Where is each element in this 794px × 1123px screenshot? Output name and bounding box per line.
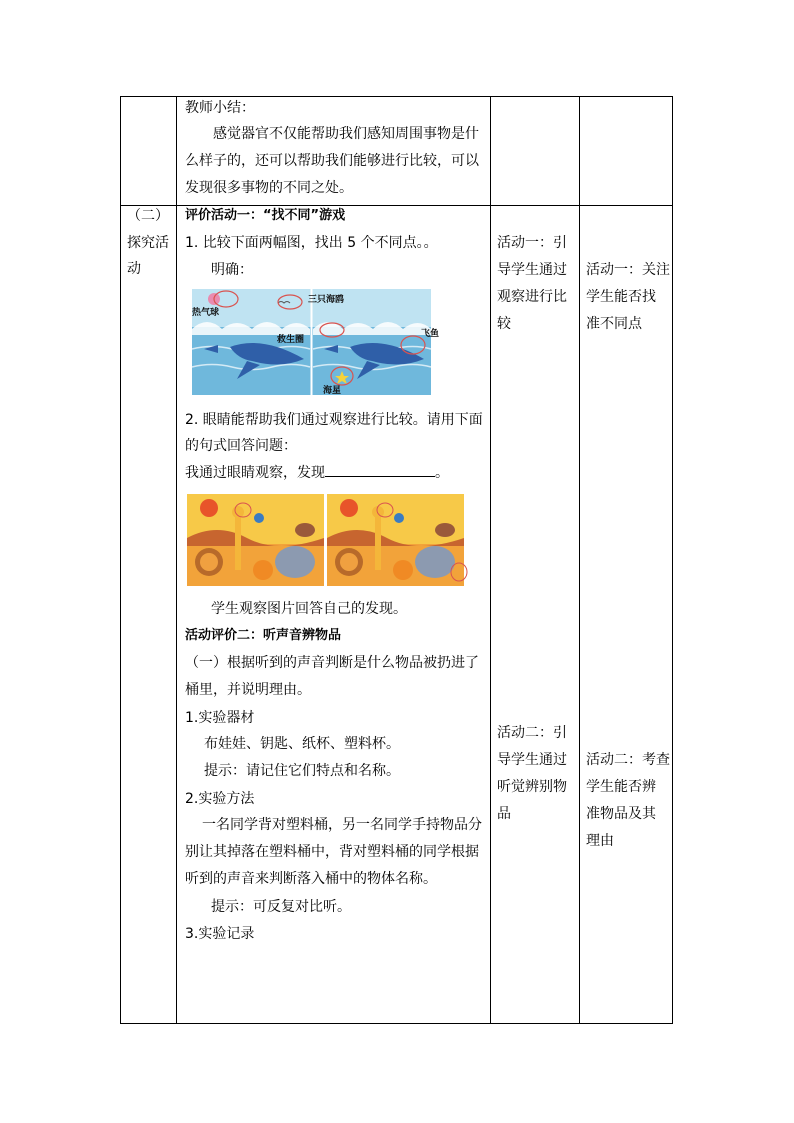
label-flying-fish: 飞鱼 [421, 329, 440, 339]
col3-act1-line-4: 较 [497, 316, 511, 332]
answer-sentence [185, 460, 449, 486]
activity1-title: 评价活动一：“找不同”游戏 [185, 208, 346, 223]
step2-line-2: 的句式回答问题： [185, 438, 297, 454]
step2-line-1: 2. 眼睛能帮助我们通过观察进行比较。请用下面 [185, 412, 483, 428]
col4-act1-line-3: 准不同点 [586, 316, 642, 332]
answer-sentence-suffix: 。 [435, 465, 449, 481]
answer-sentence-prefix: 我通过眼睛观察，发现 [185, 465, 325, 481]
task-line-1: （一）根据听到的声音判断是什么物品被扔进了 [185, 655, 479, 671]
col3-act2-line-3: 听觉辨别物 [497, 779, 567, 795]
observe-note: 学生观察图片回答自己的发现。 [211, 601, 407, 617]
col4-act1-line-2: 学生能否找 [586, 289, 656, 305]
col4-act1-line-1: 活动一：关注 [586, 262, 670, 278]
materials-title: 1.实验器材 [185, 710, 255, 726]
method-line-2: 别让其掉落在塑料桶中，背对塑料桶的同学根据 [185, 844, 479, 860]
task-line-2: 桶里，并说明理由。 [185, 682, 311, 698]
table-bottom-border [120, 1023, 673, 1024]
col4-act2-line-3: 准物品及其 [586, 806, 656, 822]
record-title: 3.实验记录 [185, 926, 255, 942]
summary-line-1: 感觉器官不仅能帮助我们感知周围事物是什 [213, 126, 479, 142]
method-line-3: 听到的声音来判断落入桶中的物体名称。 [185, 871, 437, 887]
col3-act2-line-1: 活动二：引 [497, 725, 567, 741]
savanna-scene-icon [187, 494, 464, 586]
stage-name-line-1: 探究活 [127, 235, 169, 251]
materials-hint: 提示：请记住它们特点和名称。 [204, 763, 400, 779]
col3-act1-line-2: 导学生通过 [497, 262, 567, 278]
label-starfish: 海星 [323, 386, 342, 396]
col3-act1-line-1: 活动一：引 [497, 235, 567, 251]
label-ring: 救生圈 [277, 335, 305, 345]
step1-note: 明确： [211, 262, 253, 278]
method-hint: 提示：可反复对比听。 [211, 899, 351, 915]
stage-name-line-2: 动 [127, 261, 141, 277]
column-divider-1 [176, 96, 177, 1024]
ocean-difference-image [192, 289, 440, 396]
summary-line-2: 么样子的，还可以帮助我们能够进行比较，可以 [185, 153, 479, 169]
col3-act2-line-4: 品 [497, 806, 511, 822]
col4-act2-line-1: 活动二：考查 [586, 752, 670, 768]
col4-act2-line-4: 理由 [586, 833, 614, 849]
summary-title: 教师小结： [185, 100, 255, 116]
label-gulls: 三只海鸥 [308, 295, 345, 305]
label-balloon: 热气球 [192, 308, 220, 318]
col4-act2-line-2: 学生能否辨 [586, 779, 656, 795]
activity2-title: 活动评价二：听声音辨物品 [185, 628, 342, 643]
method-line-1: 一名同学背对塑料桶，另一名同学手持物品分 [202, 817, 482, 833]
method-title: 2.实验方法 [185, 791, 255, 807]
col3-act2-line-2: 导学生通过 [497, 752, 567, 768]
table-right-border [672, 96, 673, 1024]
column-divider-3 [579, 96, 580, 1024]
materials-list: 布娃娃、钥匙、纸杯、塑料杯。 [204, 736, 400, 752]
col3-act1-line-3: 观察进行比 [497, 289, 567, 305]
answer-blank [325, 460, 435, 477]
savanna-difference-image [187, 494, 464, 586]
column-divider-2 [490, 96, 491, 1024]
summary-line-3: 发现很多事物的不同之处。 [185, 180, 353, 196]
stage-number: （二） [127, 208, 169, 224]
table-left-border [120, 96, 121, 1024]
step1-text: 1. 比较下面两幅图，找出 5 个不同点。。 [185, 235, 438, 251]
